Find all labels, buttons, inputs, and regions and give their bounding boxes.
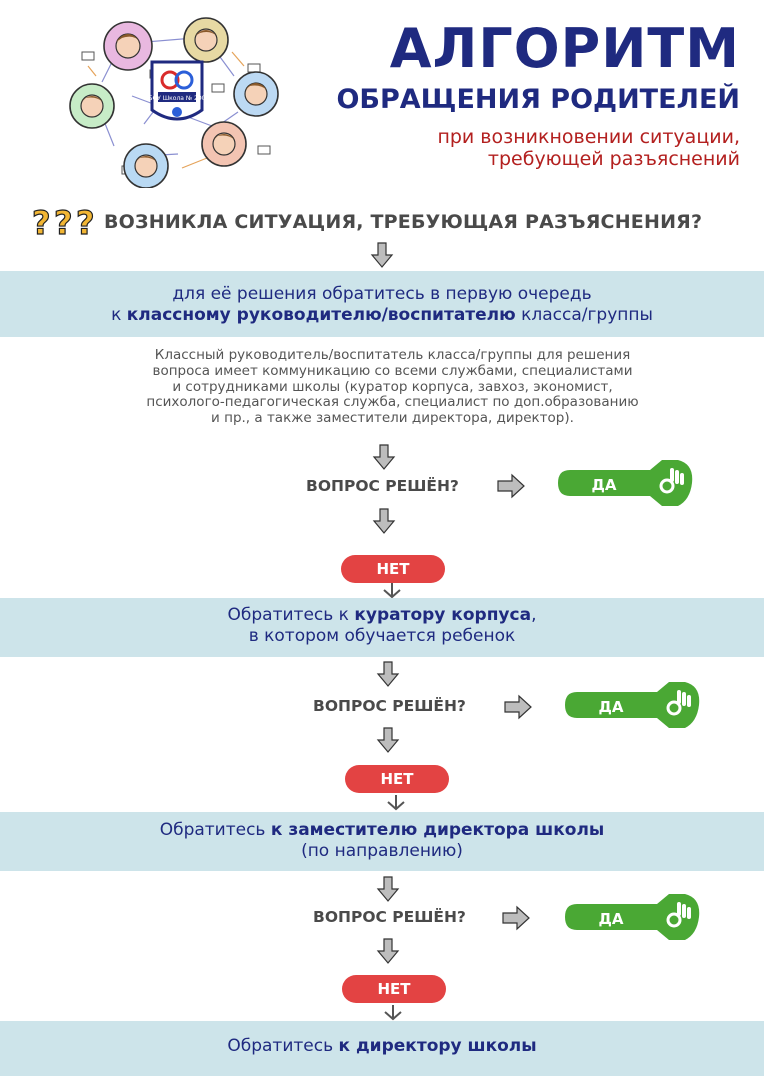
right-arrow-icon (496, 473, 526, 503)
step-building-curator (0, 598, 764, 657)
svg-text:?: ? (32, 204, 51, 242)
building-curator-highlight: куратору корпуса (354, 605, 532, 625)
down-arrow-icon (375, 660, 401, 688)
yes-label: ДА (598, 698, 624, 716)
question-resolved-2: ВОПРОС РЕШЁН? (313, 697, 466, 715)
down-arrow-icon (369, 241, 395, 269)
situation-question: ВОЗНИКЛА СИТУАЦИЯ, ТРЕБУЮЩАЯ РАЗЪЯСНЕНИЯ? (104, 211, 703, 233)
step3-line-1: Обратитесь к заместителю директора школы (159, 820, 605, 840)
down-arrow-icon (375, 937, 401, 965)
page-title: АЛГОРИТМ (389, 17, 740, 80)
director-highlight: к директору школы (338, 1036, 537, 1056)
step4-line-1: Обратитесь к директору школы (227, 1036, 537, 1056)
right-arrow-icon (501, 905, 531, 935)
class-teacher-note: Классный руководитель/воспитатель класса/группы для решения вопроса имеет коммуникацию со всеми службами, специалистами и сотрудниками школы (куратор корпуса, завхоз, экономист, психолого-педагогическая служба, специалист по доп.образованию и пр., а также заместители директора, директор). (146, 347, 639, 427)
no-badge-3: НЕТ (342, 975, 446, 1003)
no-badge-1: НЕТ (341, 555, 445, 583)
step-class-teacher (0, 271, 764, 337)
svg-text:?: ? (76, 204, 95, 242)
down-arrow-icon (371, 443, 397, 471)
step1-line-1: для её решения обратитесь в первую очередь (172, 284, 592, 304)
page-description (300, 126, 740, 170)
description-line-2: требующей разъяснений (487, 148, 740, 171)
yes-badge-2 (563, 682, 703, 728)
no-badge-2: НЕТ (345, 765, 449, 793)
step-director (0, 1021, 764, 1076)
parents-illustration (62, 6, 290, 188)
class-teacher-highlight: классному руководителю/воспитателю (126, 304, 516, 325)
deputy-director-highlight: к заместителю директора школы (270, 820, 605, 840)
down-arrow-icon (375, 875, 401, 903)
step1-line-2: к классному руководителю/воспитателю класса/группы (111, 304, 653, 325)
yes-label: ДА (598, 910, 624, 928)
yes-badge-1 (556, 460, 696, 506)
svg-text:?: ? (54, 204, 73, 242)
right-arrow-icon (503, 694, 533, 724)
down-arrow-icon (375, 726, 401, 754)
question-resolved-1: ВОПРОС РЕШЁН? (306, 477, 459, 495)
logo-text: ГБОУ Школа № 2007 (144, 95, 210, 102)
down-arrow-icon (371, 507, 397, 535)
yes-badge-3 (563, 894, 703, 940)
step2-line-2: в котором обучается ребенок (248, 625, 516, 646)
question-resolved-3: ВОПРОС РЕШЁН? (313, 908, 466, 926)
step2-line-1: Обратитесь к куратору корпуса, (227, 605, 537, 625)
question-marks-icon (30, 198, 100, 242)
yes-label: ДА (591, 476, 617, 494)
page-subtitle: ОБРАЩЕНИЯ РОДИТЕЛЕЙ (336, 84, 740, 115)
step3-line-2: (по направлению) (301, 840, 463, 861)
step-deputy-director (0, 812, 764, 871)
description-line-1: при возникновении ситуации, (437, 126, 740, 148)
